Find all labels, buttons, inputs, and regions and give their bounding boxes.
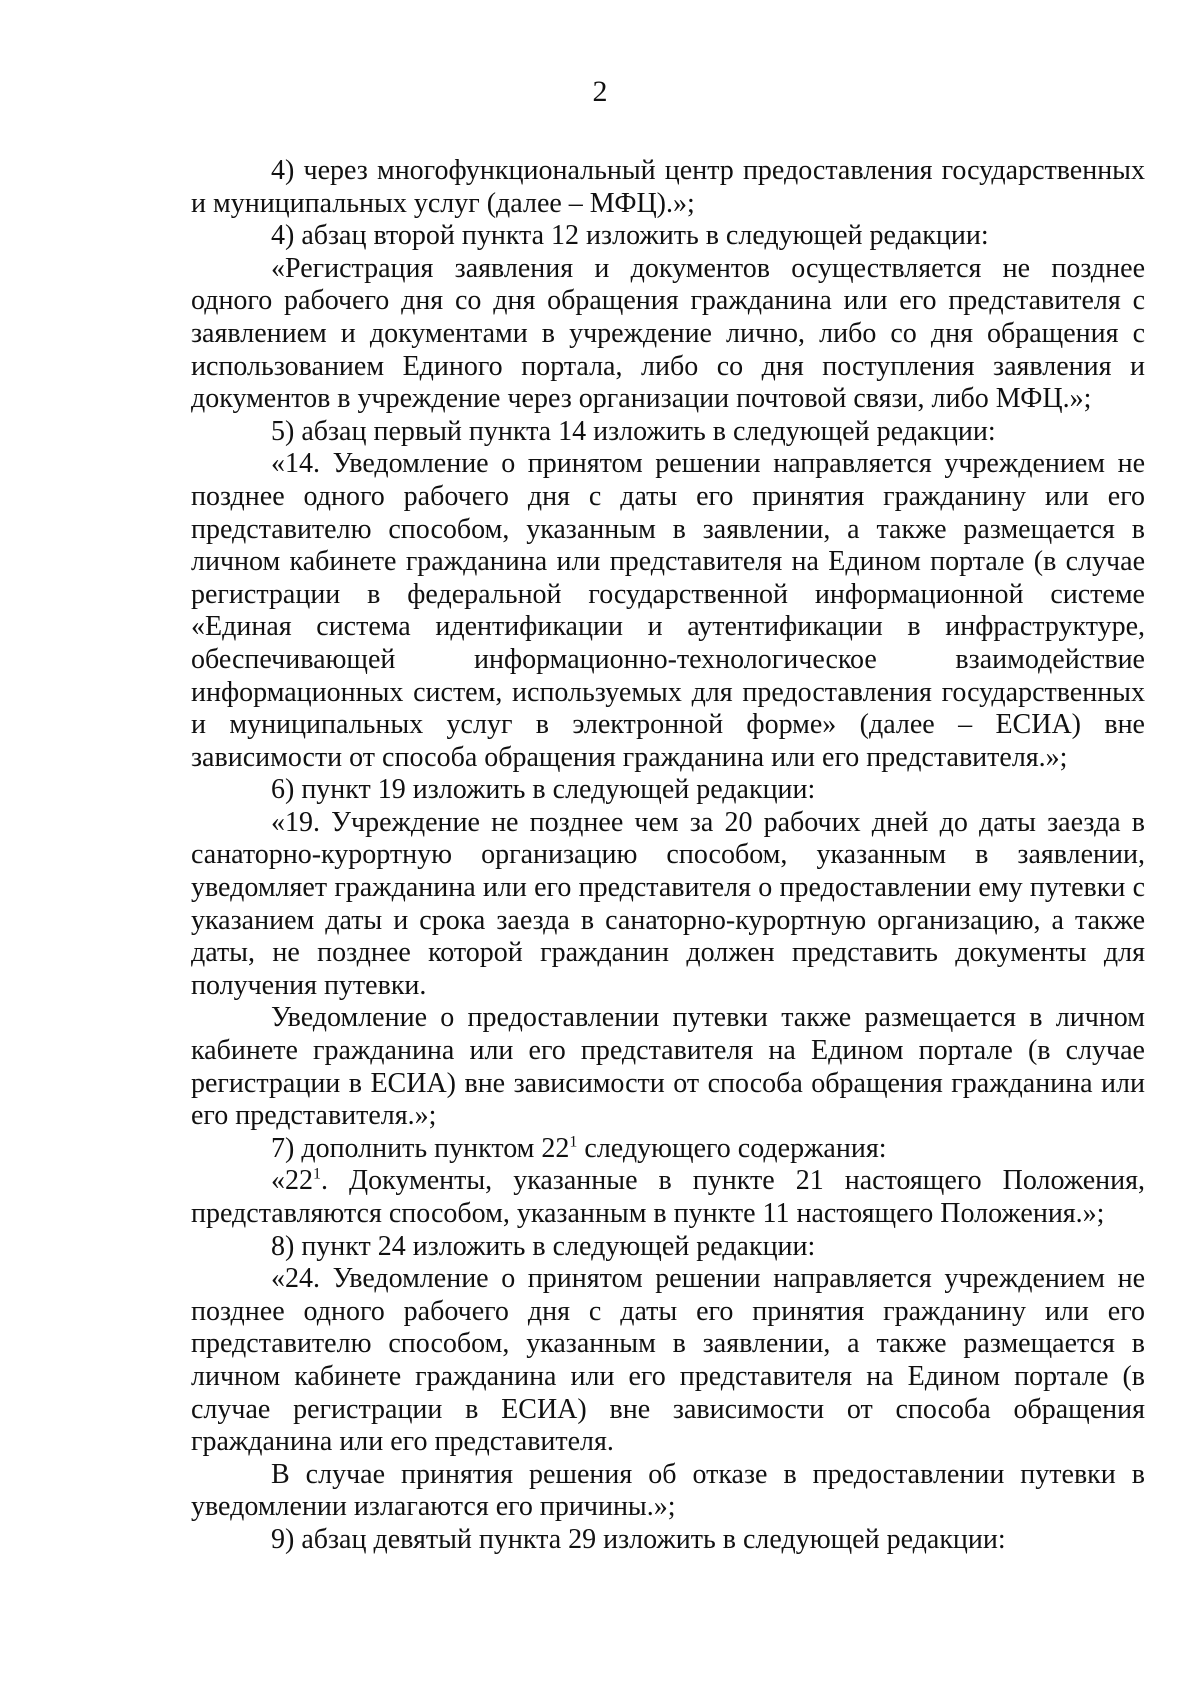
paragraph-item5-heading: 5) абзац первый пункта 14 изложить в следующей редакции:	[271, 415, 996, 447]
paragraph-item7-heading	[191, 1133, 1145, 1166]
point22-1-end: . Документы, указанные в пункте 21 настоящего Положения, представляются способом, указанным в пункте 11 настоящего Положения.»;	[191, 1165, 1145, 1229]
paragraph-point19: «19. Учреждение не позднее чем за 20 рабочих дней до даты заезда в санаторно-курортную организацию способом, указанным в заявлении, уведомляет гражданина или его представителя о предоставлении ему путевки с указанием даты и срока заезда в санаторно-курортную организацию, а также даты, не позднее которой гражданин должен представить документы для получения путевки.	[191, 806, 1145, 1001]
item7-heading-superscript: 1	[569, 1133, 578, 1151]
paragraph-voucher-notice: Уведомление о предоставлении путевки также размещается в личном кабинете гражданина или его представителя на Едином портале (в случае регистрации в ЕСИА) вне зависимости от способа обращения гражданина или его представителя.»;	[191, 1002, 1145, 1132]
paragraph-item4-heading: 4) абзац второй пункта 12 изложить в следующей редакции:	[271, 220, 989, 252]
document-body	[191, 155, 1145, 1557]
paragraph-item6-heading: 6) пункт 19 изложить в следующей редакции:	[271, 774, 816, 806]
paragraph-point14: «14. Уведомление о принятом решении направляется учреждением не позднее одного рабочего дня с даты его принятия гражданину или его представителю способом, указанным в заявлении, а также размещается в личном кабинете гражданина или представителя на Едином портале (в случае регистрации в федеральной государственной информационной системе «Единая система идентификации и аутентификации в инфраструктуре, обеспечивающей информационно-технологическое взаимодействие информационных систем, используемых для предоставления государственных и муниципальных услуг в электронной форме» (далее – ЕСИА) вне зависимости от способа обращения гражданина или его представителя.»;	[191, 448, 1145, 773]
paragraph-point24: «24. Уведомление о принятом решении направляется учреждением не позднее одного рабочего дня с даты его принятия гражданину или его представителю способом, указанным в заявлении, а также размещается в личном кабинете гражданина или его представителя на Едином портале (в случае регистрации в ЕСИА) вне зависимости от способа обращения гражданина или его представителя.	[191, 1263, 1145, 1458]
point22-1-start: «22	[271, 1165, 313, 1197]
item7-heading-end: следующего содержания:	[577, 1132, 887, 1164]
paragraph-point22-1	[191, 1165, 1145, 1230]
paragraph-refusal-reasons: В случае принятия решения об отказе в предоставлении путевки в уведомлении излагаются его причины.»;	[191, 1458, 1145, 1523]
paragraph-item4-mfc: 4) через многофункциональный центр предоставления государственных и муниципальных услуг (далее – МФЦ).»;	[191, 155, 1145, 219]
page-number: 2	[592, 75, 608, 108]
paragraph-registration: «Регистрация заявления и документов осуществляется не позднее одного рабочего дня со дня обращения гражданина или его представителя с заявлением и документами в учреждение лично, либо со дня обращения с использованием Единого портала, либо со дня поступления заявления и документов в учреждение через организации почтовой связи, либо МФЦ.»;	[191, 252, 1145, 415]
paragraph-item9-heading: 9) абзац девятый пункта 29 изложить в следующей редакции:	[271, 1523, 1006, 1555]
paragraph-item8-heading: 8) пункт 24 изложить в следующей редакции:	[271, 1230, 816, 1262]
item7-heading-start: 7) дополнить пунктом 22	[271, 1132, 570, 1164]
point22-1-superscript: 1	[313, 1166, 321, 1184]
